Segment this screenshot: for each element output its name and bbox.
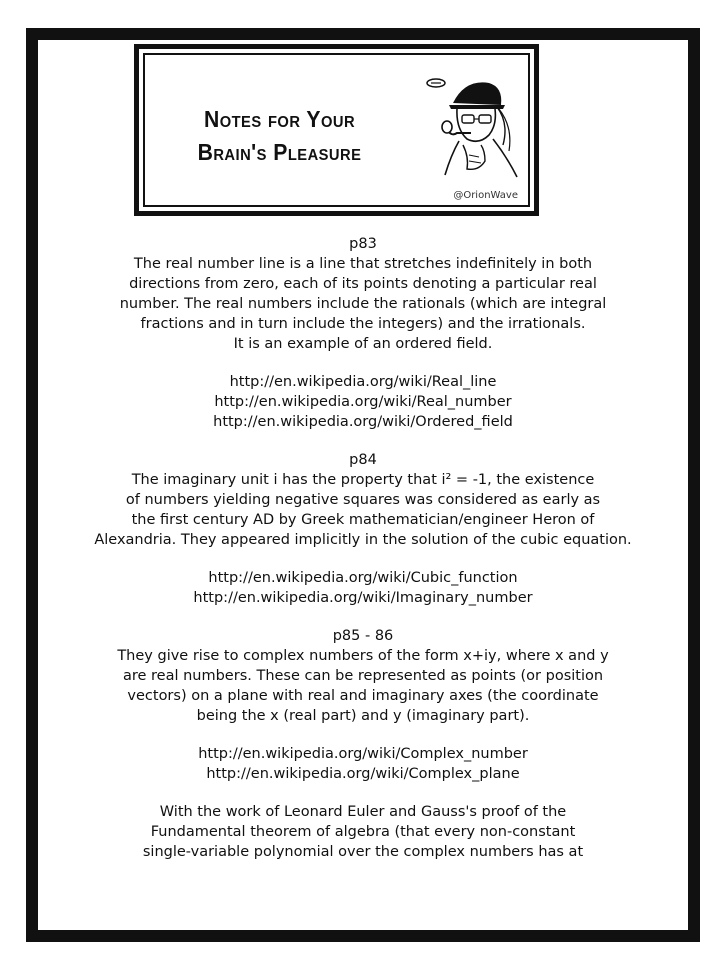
paragraph-euler-gauss [38,802,688,862]
reference-link[interactable]: http://en.wikipedia.org/wiki/Ordered_field [213,414,513,430]
links-p83 [38,372,688,432]
reference-link[interactable]: http://en.wikipedia.org/wiki/Real_number [214,394,512,410]
text-line: fractions and in turn include the integers) and the irrationals. [140,316,586,332]
text-line: number. The real numbers include the rationals (which are integral [119,296,607,312]
text-line: are real numbers. These can be represented as points (or position [122,668,604,684]
text-line: The imaginary unit i has the property that i² = -1, the existence [131,472,595,488]
notes-body [38,234,688,862]
reference-link[interactable]: http://en.wikipedia.org/wiki/Real_line [229,374,497,390]
text-line: directions from zero, each of its points denoting a particular real [129,276,597,292]
links-p84 [38,568,688,608]
reference-link[interactable]: http://en.wikipedia.org/wiki/Imaginary_number [193,590,533,606]
links-p85-86 [38,744,688,784]
header-panel [134,44,539,216]
section-label-p83: p83 [349,236,377,252]
text-line: Alexandria. They appeared implicitly in the solution of the cubic equation. [94,532,632,548]
section-label-p85-86: p85 - 86 [332,628,394,644]
text-line: The real number line is a line that stretches indefinitely in both [133,256,593,272]
title-line-1: Notes for Your [203,106,356,132]
reference-link[interactable]: http://en.wikipedia.org/wiki/Cubic_function [208,570,518,586]
text-line: It is an example of an ordered field. [233,336,493,352]
title-line-2: Brain's Pleasure [197,139,362,165]
reference-link[interactable]: http://en.wikipedia.org/wiki/Complex_number [198,746,528,762]
text-line: the first century AD by Greek mathematician/engineer Heron of [131,512,595,528]
page-title [167,103,392,169]
text-line: of numbers yielding negative squares was considered as early as [125,492,601,508]
section-label-p84: p84 [349,452,377,468]
text-line: being the x (real part) and y (imaginary part). [196,708,530,724]
text-line: Fundamental theorem of algebra (that every non-constant [150,824,576,840]
paragraph-p85-86 [38,646,688,726]
paragraph-p83 [38,254,688,354]
mascot-drawing [423,71,523,181]
text-line: vectors) on a plane with real and imaginary axes (the coordinate [127,688,599,704]
paragraph-p84 [38,470,688,550]
reference-link[interactable]: http://en.wikipedia.org/wiki/Complex_plane [206,766,520,782]
artist-credit: @OrionWave [453,190,518,201]
text-line: With the work of Leonard Euler and Gauss's proof of the [159,804,567,820]
text-line: They give rise to complex numbers of the form x+iy, where x and y [117,648,609,664]
text-line: single-variable polynomial over the complex numbers has at [142,844,584,860]
